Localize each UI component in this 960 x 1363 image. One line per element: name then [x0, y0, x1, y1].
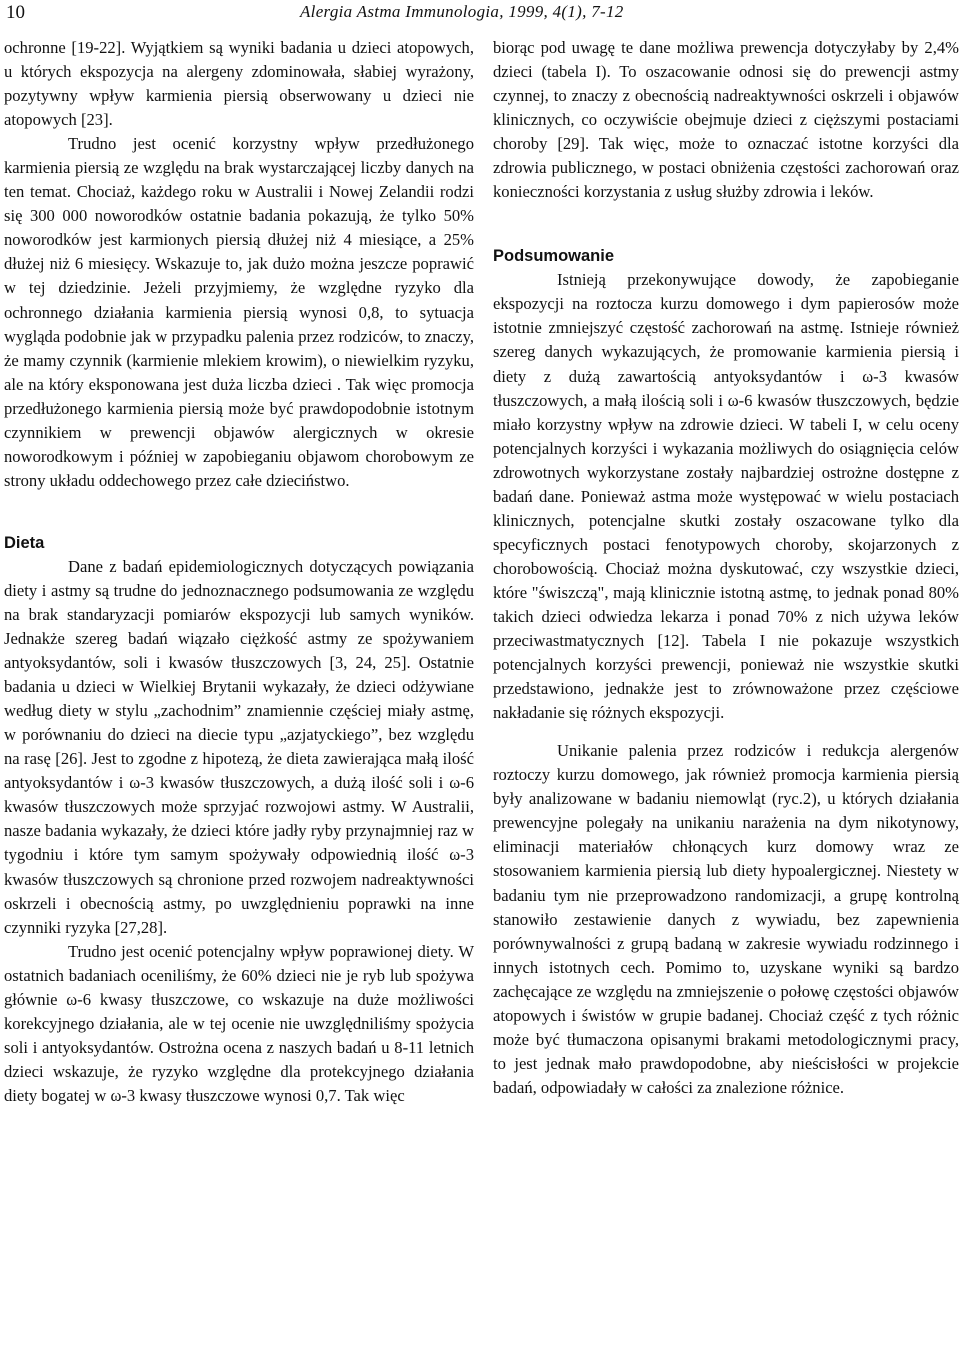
section-spacer — [493, 204, 959, 244]
paragraph: Istnieją przekonywujące dowody, że zapobieganie ekspozycji na roztocza kurzu domowego i dym papierosów może istotnie zmniejszyć częstość zachorowań na astmę. Istnieje również szereg danych wykazujących, że promowanie karmienia piersią i diety z dużą zawartością antyoksydantów i ω-3 kwasów tłuszczowych, a małą ilością soli i ω-6 kwasów tłuszczowych, będzie miało korzystny wpływ na zdrowie dzieci. W tabeli I, w celu oceny potencjalnych korzyści i wykazania możliwych do osiągnięcia celów zdrowotnych wykorzystane zostały najbardziej ostrożne dostępne z badań dane. Ponieważ astma może występować w wielu postaciach klinicznych, potencjalne skutki zostały oszacowane tylko dla specyficznych postaci fenotypowych choroby, skojarzonych z chorobowością. Chociaż można dyskutować, czy wszystkie dzieci, które "świszczą", mają klinicznie istotną astmę, to jednak ponad 80% takich dzieci odwiedza lekarza i ponad 70% z nich używa leków przeciwastmatycznych [12]. Tabela I nie pokazuje wszystkich potencjalnych korzyści prewencji, ponieważ nie wszystkie skutki przedstawiono, jednakże jest to zrównoważone przez częściowe nakładanie się różnych ekspozycji. — [493, 270, 959, 723]
right-column — [493, 36, 959, 1100]
page-number: 10 — [6, 2, 25, 23]
paragraph: Trudno jest ocenić korzystny wpływ przedłużonego karmienia piersią ze względu na brak wystarczającej liczby danych na ten temat. Chociaż, każdego roku w Australii i Nowej Zelandii rodzi się 300 000 noworodków ostatnie badania pokazują, że tylko 50% noworodków jest karmionych piersią dłużej niż 4 miesiące, a 25% dłużej niż 6 miesięcy. Wskazuje to, jak dużo można jeszcze poprawić w tej dziedzinie. Jeżeli przyjmiemy, że względne ryzyko dla ochronnego działania karmienia piersią wynosi 0,8, to sytuacja wygląda podobnie jak w przypadku palenia przez rodziców, to znaczy, że mamy czynnik (karmienie mlekiem krowim), o niewielkim ryzyku, ale na który eksponowana jest duża liczba dzieci . Tak więc promocja przedłużonego karmienia piersią może być prawdopodobnie istotnym czynnikiem w prewencji objawów alergicznych w okresie noworodkowym i później w zapobieganiu objawom chorobowym ze strony układu oddechowego przez całe dzieciństwo. — [4, 134, 474, 490]
section-heading-dieta: Dieta — [4, 533, 45, 552]
paragraph: ochronne [19-22]. Wyjątkiem są wyniki badania u dzieci atopowych, u których ekspozycja na alergeny zdominowała, słabiej wyrażony, pozytywny wpływ karmienia piersią obserwowany u dzieci nie atopowych [23]. — [4, 38, 474, 130]
left-column — [4, 36, 474, 1108]
section-heading-podsumowanie: Podsumowanie — [493, 247, 615, 266]
running-header: Alergia Astma Immunologia, 1999, 4(1), 7-12 — [300, 2, 624, 21]
paragraph: Unikanie palenia przez rodziców i redukcja alergenów roztoczy kurzu domowego, jak również promocja karmienia piersią były analizowane w badaniu niemowląt (ryc.2), u których działania prewencyjne polegały na unikaniu narażenia na dym nikotynowy, eliminacji materiałów chłonących kurz domowy wraz ze stosowaniem karmienia piersią lub diety hypoalergicznej. Niestety w badaniu tym nie przeprowadzono randomizacji, a grupę kontrolną stanowiło zestawienie danych z wywiadu, bez zapewnienia porównywalności z grupą badaną w zakresie wywiadu rodzinnego i innych istotnych cech. Pomimo to, uzyskane wyniki są bardzo zachęcające ze względu na zmniejszenie o połowę częstości objawów atopowych i świstów w grupie badanej. Chociaż część z tych różnic może być tłumaczona opisanymi brakami metodologicznymi pracy, to jest jednak mało prawdopodobne, aby nieścisłości w projekcie badań, odpowiadały w całości za znalezione różnice. — [493, 741, 959, 1097]
paragraph: Trudno jest ocenić potencjalny wpływ poprawionej diety. W ostatnich badaniach oceniliśmy, że 60% dzieci nie je ryb lub spożywa głównie ω-6 kwasy tłuszczowe, co wskazuje na duże możliwości korekcyjnego działania, ale w tej ocenie nie uwzględniliśmy spożycia soli i antyoksydantów. Ostrożna ocena z naszych badań u 8-11 letnich dzieci wskazuje, że ryzyko względne dla protekcyjnego działania diety bogatej w ω-3 kwasy tłuszczowe wynosi 0,7. Tak więc — [4, 941, 474, 1105]
paragraph: Dane z badań epidemiologicznych dotyczących powiązania diety i astmy są trudne do jednoznacznego podsumowania ze względu na brak standaryzacji pomiarów ekspozycji lub samych wyników. Jednakże szereg badań wiązało ciężkość astmy ze spożywaniem antyoksydantów, soli i kwasów tłuszczowych [3, 24, 25]. Ostatnie badania u dzieci w Wielkiej Brytanii wykazały, że dzieci odżywiane według diety w stylu „zachodnim” znamiennie częściej miały astmę, w porównaniu do dzieci na diecie typu „azjatyckiego”, bez względu na rasę [26]. Jest to zgodne z hipotezą, że dieta zawierająca małą ilość antyoksydantów i ω-3 kwasów tłuszczowych, a dużą ilość soli i ω-6 kwasów tłuszczowych może sprzyjać rozwojowi astmy. W Australii, nasze badania wykazały, że dzieci które jadły ryby przynajmniej raz w tygodniu i które tym samym spożywały odpowiednią ilość ω-3 kwasów tłuszczowych są chronione przed rozwojem nadreaktywności oskrzeli i obecnością astmy, po uwzględnieniu poprawki na inne czynniki ryzyka [27,28]. — [4, 556, 474, 937]
section-spacer — [4, 493, 474, 531]
paragraph: biorąc pod uwagę te dane możliwa prewencja dotyczyłaby by 2,4% dzieci (tabela I). To oszacowanie odnosi się do prewencji astmy czynnej, to znaczy z obecnością nadreaktywności oskrzeli i objawów klinicznych, co oczywiście obejmuje dzieci z cięższymi postaciami choroby [29]. Tak więc, może to oznaczać istotne korzyści dla zdrowia publicznego, w postaci obniżenia częstości zachorowań oraz konieczności korzystania z usług służby zdrowia i leków. — [493, 38, 959, 202]
paragraph-gap — [493, 725, 959, 739]
